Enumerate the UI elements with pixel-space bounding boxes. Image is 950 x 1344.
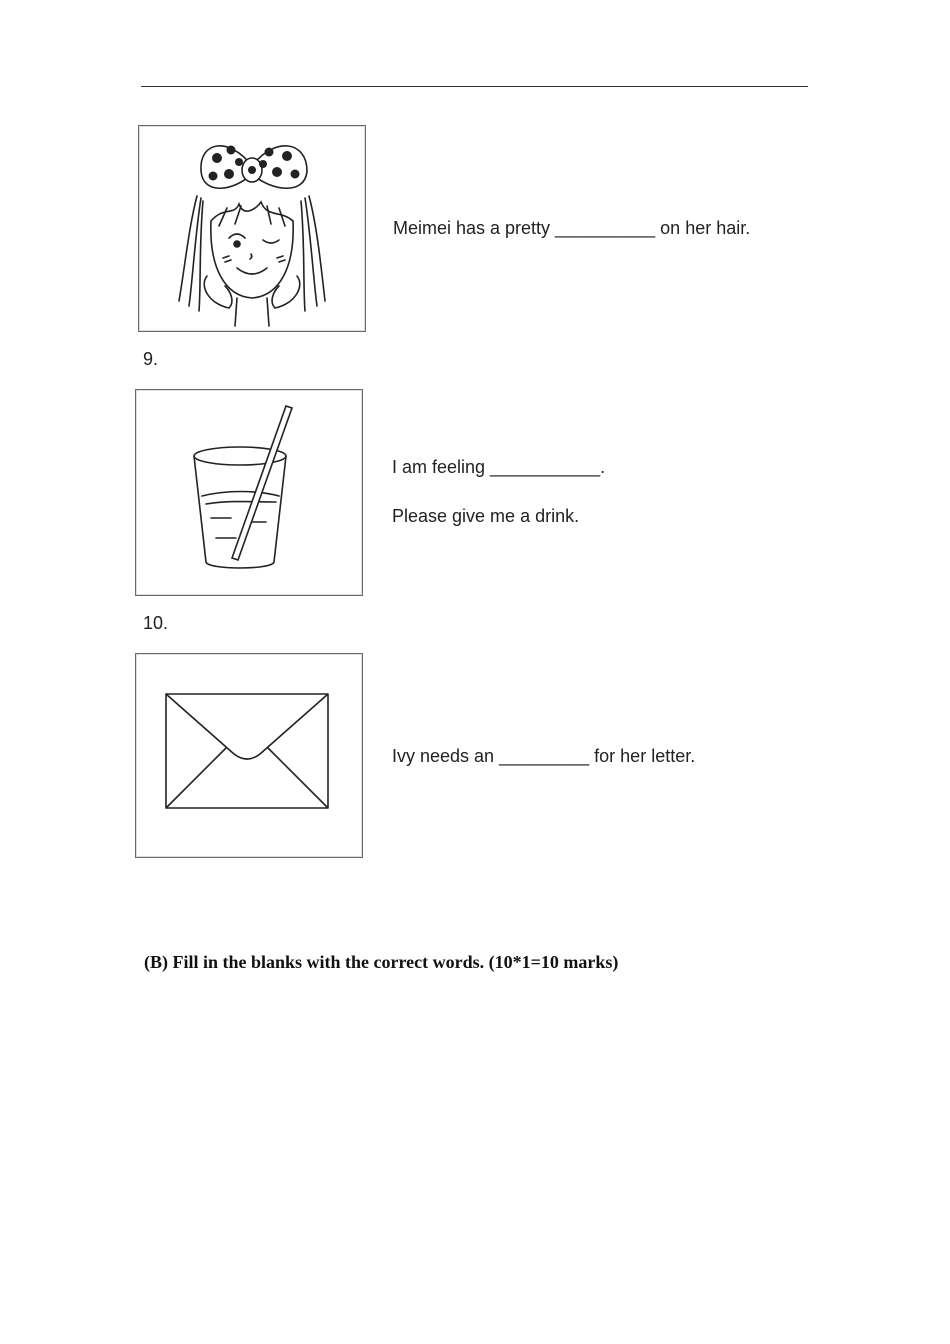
question-10-number: 10. bbox=[143, 613, 169, 633]
girl-picture-frame bbox=[138, 125, 366, 332]
envelope-icon bbox=[136, 654, 362, 857]
question-9-sentence-1: I am feeling ___________. bbox=[392, 457, 606, 477]
question-9-sentence-2: Please give me a drink. bbox=[392, 506, 580, 526]
glass-picture-frame bbox=[135, 389, 363, 596]
question-8-sentence: Meimei has a pretty __________ on her hair. bbox=[393, 218, 751, 238]
glass-with-straw-icon bbox=[136, 390, 362, 595]
question-10-sentence: Ivy needs an _________ for her letter. bbox=[392, 746, 696, 766]
top-rule bbox=[141, 86, 808, 87]
girl-with-hair-bow-icon bbox=[139, 126, 365, 331]
envelope-picture-frame bbox=[135, 653, 363, 858]
question-9-number: 9. bbox=[143, 349, 159, 369]
section-b-heading: (B) Fill in the blanks with the correct words. (10*1=10 marks) bbox=[144, 952, 619, 972]
